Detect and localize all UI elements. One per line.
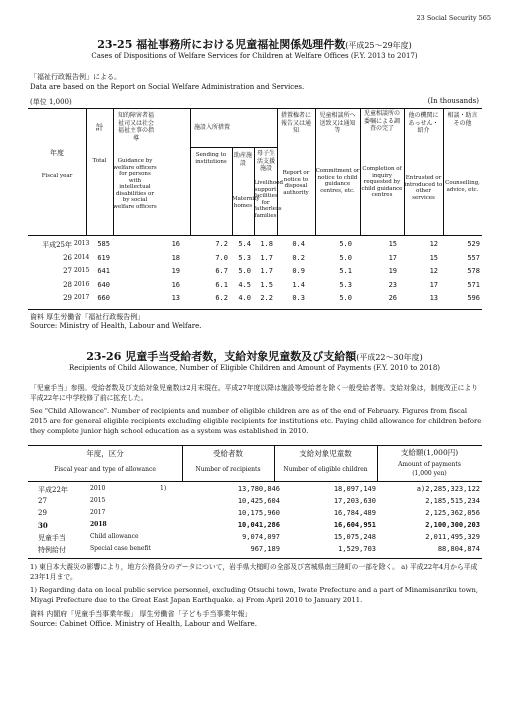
cell-value: 4.5 (238, 280, 251, 289)
row-label-jp: 児童手当 (38, 534, 66, 542)
header-commitment-jp: 児童相談所へ送致又は通知等 (319, 112, 356, 134)
cell-value: 0.4 (292, 240, 305, 248)
header-livelihood-en: Livelihood support facilities for fatherless families (254, 180, 283, 219)
header-guidance-en: Guidance by welfare officers for persons with intellectual disabilities or by social welfare officers (113, 158, 157, 210)
page-header: 23 Social Security 565 (416, 14, 491, 22)
table-row (28, 281, 482, 294)
cell-amount: 2,185,515,234 (425, 497, 480, 505)
cell-value: 13 (429, 294, 438, 302)
cell-value: 585 (97, 240, 110, 248)
header-recipients-en: Number of recipients (195, 466, 261, 473)
table2-footnote-en: 1) Regarding data on local public service personnel, excluding Otsuchi town, Iwate Prefecture and a part of Minamisanriku town, Miyagi Prefecture due to the Great East Japan Earthquake. a) From April 2010 to January 2011. (30, 586, 479, 604)
row-label-en: Special case benefit (90, 545, 151, 552)
cell-value: 1.4 (292, 280, 305, 289)
row-western-year: 2014 (74, 253, 90, 261)
row-label-en: 2017 (90, 509, 106, 516)
row-western-year: 2016 (74, 280, 90, 288)
cell-value: 0.9 (292, 267, 305, 275)
header-total-jp: 計 (95, 123, 104, 132)
row-label-jp: 30 (38, 521, 48, 530)
cell-value: 1.5 (260, 280, 273, 289)
row-label-jp: 平成22年 (38, 486, 68, 494)
row-label-jp: 27 (38, 497, 47, 505)
table1-subtitle: Cases of Dispositions of Welfare Services for Children at Welfare Offices (F.Y. 2013 to 2017) (91, 52, 418, 60)
cell-value: 7.0 (215, 253, 228, 262)
table1-title-years: (平成25～29年度) (345, 41, 412, 50)
cell-value: 5.3 (339, 280, 352, 289)
table1-unit-jp: (単位 1,000) (30, 98, 72, 106)
header-report-en: Report or notice to disposal authority (282, 170, 310, 196)
cell-value: 578 (467, 267, 480, 275)
cell-value: 640 (97, 280, 110, 289)
cell-value: 23 (388, 280, 397, 289)
cell-value: 5.0 (238, 267, 251, 275)
table2-title-jp: 23-26 児童手当受給者数，支給対象児童数及び支給額 (86, 350, 357, 363)
cell-value: 529 (467, 240, 480, 248)
cell-value: 12 (429, 267, 438, 275)
row-label-en: 2015 (90, 497, 106, 504)
row-western-year: 2015 (74, 267, 90, 274)
header-type-jp: 年度，区分 (86, 449, 124, 458)
row-era-year: 平成25年 (42, 241, 72, 249)
row-label-jp: 特例給付 (38, 546, 66, 554)
cell-value: 619 (97, 253, 110, 262)
table-row (28, 545, 482, 558)
cell-value: 13 (171, 294, 180, 302)
table1-unit-en: (In thousands) (427, 97, 479, 105)
row-era-year: 29 (63, 294, 72, 302)
cell-children: 16,604,951 (333, 521, 376, 529)
header-livelihood-jp: 母子生活支援施設 (256, 150, 275, 172)
table1-bottom-rule (28, 309, 482, 310)
header-counselling-en: Counselling, advice, etc. (445, 180, 480, 193)
row-era-year: 28 (63, 280, 72, 289)
cell-value: 596 (467, 294, 480, 302)
header-institutions-jp: 施設入所措置 (194, 124, 231, 131)
cell-value: 17 (388, 253, 397, 262)
cell-amount: 2,100,300,203 (425, 521, 480, 529)
cell-recipients: 10,175,960 (237, 509, 280, 517)
header-fiscal-year-jp: 年度 (50, 149, 64, 157)
cell-value: 15 (388, 240, 397, 248)
header-counselling-jp: 相談・助言その他 (447, 112, 478, 127)
table1-source-en: Source: Ministry of Health, Labour and Welfare. (30, 322, 202, 330)
table-row (28, 254, 482, 267)
cell-recipients: 13,780,846 (237, 485, 280, 493)
cell-value: 571 (467, 280, 480, 289)
row-era-year: 27 (63, 267, 72, 275)
table2-title (0, 348, 509, 364)
header-total-en: Total (92, 158, 107, 164)
row-western-year: 2017 (74, 294, 90, 301)
cell-children: 16,784,489 (333, 509, 376, 517)
row-label-en: 2010 (90, 485, 106, 492)
header-amount-jp: 支給額(1,000円) (400, 448, 459, 457)
table-row (28, 240, 482, 253)
cell-value: 5.1 (339, 267, 352, 275)
cell-value: 5.0 (339, 253, 352, 262)
cell-recipients: 10,425,604 (237, 497, 280, 505)
cell-value: 2.2 (260, 294, 273, 302)
cell-value: 6.2 (215, 294, 228, 302)
cell-recipients: 9,074,097 (242, 533, 280, 541)
cell-value: 26 (388, 294, 397, 302)
header-report-jp: 措置権者に報告又は通知 (280, 112, 311, 134)
table1-title-jp: 23-25 福祉事務所における児童福祉関係処理件数 (97, 38, 346, 51)
cell-value: 16 (171, 240, 180, 248)
cell-value: 19 (171, 267, 180, 275)
header-children-en: Number of eligible children (283, 466, 368, 473)
table1-title (0, 36, 509, 52)
cell-recipients: 10,041,286 (237, 521, 280, 529)
table2-bottom-rule (28, 558, 482, 559)
cell-value: 660 (97, 294, 110, 302)
cell-amount: 88,804,874 (437, 545, 480, 553)
header-amount-en: Amount of payments (398, 461, 461, 468)
table2-source-en: Source: Cabinet Office. Ministry of Health, Labour and Welfare. (30, 620, 257, 628)
table1-top-rule (28, 108, 482, 109)
table2-source-jp: 資料 内閣府「児童手当事業年報」 厚生労働省「子ども手当事業年報」 (30, 610, 252, 618)
cell-children: 17,203,630 (333, 497, 376, 505)
cell-value: 17 (429, 280, 438, 289)
header-maternity-jp: 助産施設 (234, 152, 253, 167)
cell-children: 15,075,248 (333, 533, 376, 541)
cell-value: 6.7 (215, 267, 228, 275)
cell-value: 7.2 (215, 240, 228, 248)
cell-children: 18,097,149 (333, 485, 376, 493)
table2-subtitle: Recipients of Child Allowance, Number of Eligible Children and Amount of Payments (F.Y. 2010 to 2018) (68, 364, 441, 372)
header-completion-en: Completion of inquiry requested by child guidance centres (361, 166, 403, 198)
row-western-year: 2013 (74, 240, 90, 247)
header-guidance-jp: 知的障害者福祉司又は社会福祉主事の指導 (117, 112, 154, 142)
cell-value: 18 (171, 253, 180, 262)
table2-title-years: (平成22～30年度) (356, 353, 423, 362)
header-sending-en: Sending to institutions (195, 152, 227, 165)
header-maternity-en: Maternity homes (232, 196, 260, 209)
table2-note-en: See "Child Allowance". Number of recipients and number of eligible children are as of the end of February. Figures from fiscal 2015 are for general eligible recipients excluding eligible recipients for institutions etc. Paying child allowance for children before they complete junior high school education as a system was established in 2010. (30, 407, 482, 435)
row-footnote-mark: 1) (160, 485, 167, 492)
table1-note-en: Data are based on the Report on Social Welfare Administration and Services. (30, 83, 305, 91)
table-row (28, 267, 482, 280)
cell-value: 16 (171, 280, 180, 289)
table-row (28, 294, 482, 307)
cell-value: 5.4 (238, 240, 251, 248)
header-commitment-en: Commitment or notice to child guidance centres, etc. (315, 168, 360, 194)
cell-amount: 2,011,495,329 (425, 533, 480, 541)
cell-amount: a)2,285,323,122 (416, 485, 480, 493)
row-era-year: 26 (63, 253, 72, 262)
cell-recipients: 967,189 (250, 545, 280, 553)
cell-value: 557 (467, 253, 480, 262)
table2-note-jp: 「児童手当」参照。受給者数及び支給対象児童数は2月末現在。平成27年度以降は施設等受給者を除く一般受給者等。支給対象は，制度改正により平成22年に中学校修了前に拡充した。 (30, 384, 478, 402)
cell-value: 15 (429, 253, 438, 262)
table2-footnote-jp: 1) 東日本大震災の影響により，地方公務員分のデータについて，岩手県大槌町の全部及び宮城県南三陸町の一部を除く。 a) 平成22年4月から平成23年1月まで。 (30, 563, 478, 581)
cell-children: 1,529,703 (338, 545, 376, 553)
cell-value: 641 (97, 267, 110, 275)
header-children-jp: 支給対象児童数 (299, 449, 352, 458)
table1-note-jp: 「福祉行政報告例」による。 (30, 73, 121, 81)
cell-value: 5.3 (238, 253, 251, 262)
cell-value: 4.0 (238, 294, 251, 302)
header-fiscal-year-en: Fiscal year (41, 173, 73, 179)
cell-value: 1.7 (260, 267, 273, 275)
table1-source-jp: 資料 厚生労働省「福祉行政報告例」 (30, 313, 145, 321)
row-label-en: 2018 (90, 521, 107, 528)
table2-top-rule (28, 445, 482, 446)
table2-header-rule (28, 481, 482, 482)
row-label-jp: 29 (38, 509, 47, 517)
header-recipients-jp: 受給者数 (213, 449, 243, 458)
header-entrusted-jp: 他の機関にあっせん・紹介 (408, 112, 439, 134)
cell-value: 19 (388, 267, 397, 275)
cell-value: 5.0 (339, 294, 352, 302)
cell-value: 12 (429, 240, 438, 248)
cell-value: 1.7 (260, 253, 273, 262)
header-amount-unit: (1,000 yen) (412, 470, 447, 477)
table1-header-rule (28, 235, 482, 236)
row-label-en: Child allowance (90, 533, 139, 540)
cell-value: 6.1 (215, 280, 228, 289)
cell-value: 5.0 (339, 240, 352, 248)
cell-value: 0.3 (292, 294, 305, 302)
cell-value: 0.2 (292, 253, 305, 262)
header-completion-jp: 児童相談所の委嘱による調査の完了 (363, 110, 400, 132)
cell-value: 1.8 (260, 240, 273, 248)
header-entrusted-en: Entrusted or introduced to other services (404, 175, 443, 201)
cell-amount: 2,125,362,056 (425, 509, 480, 517)
header-type-en: Fiscal year and type of allowance (54, 466, 156, 473)
table1-inst-rule (190, 147, 277, 148)
